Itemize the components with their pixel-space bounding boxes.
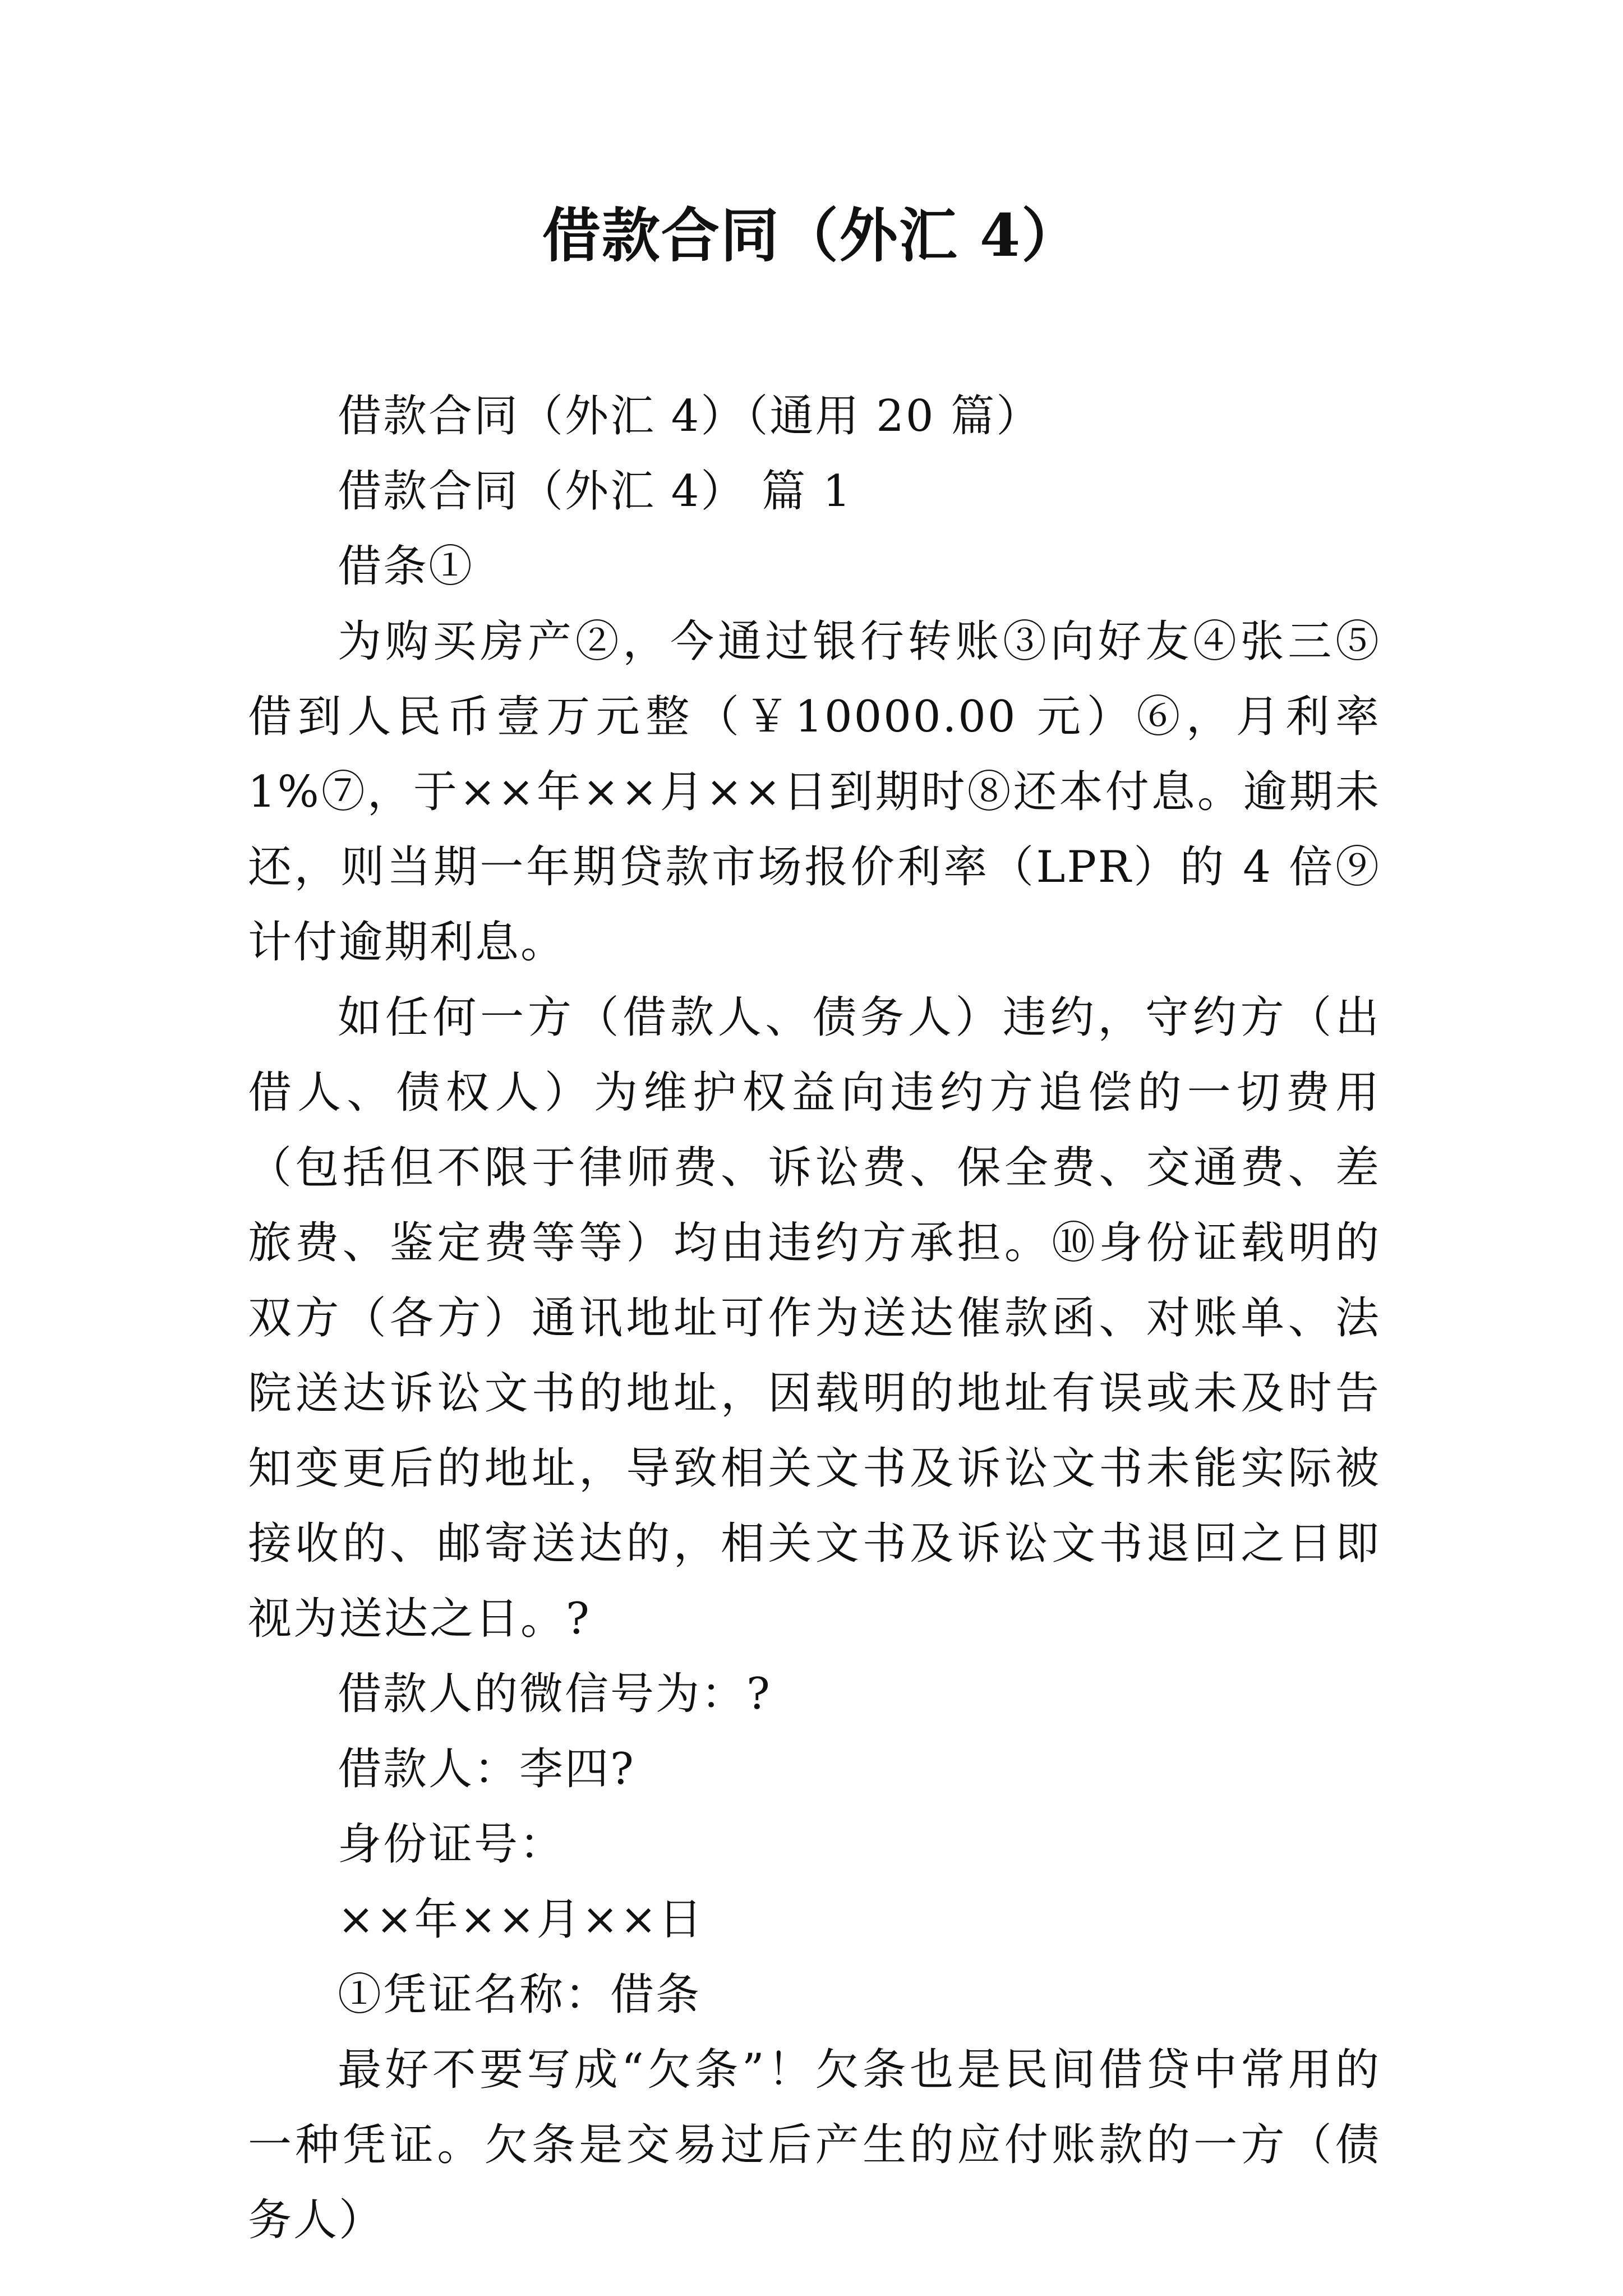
iou-label: 借条①	[338, 541, 474, 592]
id-number-line: 身份证号：	[338, 1819, 565, 1870]
document-body	[248, 379, 1381, 2258]
loan-terms-paragraph: 为购买房产②，今通过银行转账③向好友④张三⑤借到人民币壹万元整（￥10000.00 元）⑥，月利率 1%⑦，于××年××月××日到期时⑧还本付息。逾期未还，则当期一年期贷款市场报价利率（LPR）的 4 倍⑨计付逾期利息。	[248, 616, 1381, 968]
wechat-line: 借款人的微信号为：?	[338, 1669, 772, 1719]
section-heading: 借款合同（外汇 4） 篇 1	[338, 466, 852, 517]
borrower-line: 借款人：李四?	[338, 1744, 635, 1795]
breach-clause-paragraph: 如任何一方（借款人、债务人）违约，守约方（出借人、债权人）为维护权益向违约方追偿的一切费用（包括但不限于律师费、诉讼费、保全费、交通费、差旅费、鉴定费等等）均由违约方承担。⑩身份证载明的双方（各方）通讯地址可作为送达催款函、对账单、法院送达诉讼文书的地址，因载明的地址有误或未及时告知变更后的地址，导致相关文书及诉讼文书未能实际被接收的、邮寄送达的，相关文书及诉讼文书退回之日即视为送达之日。?	[248, 992, 1381, 1644]
note-1-text: 最好不要写成“欠条”！欠条也是民间借贷中常用的一种凭证。欠条是交易过后产生的应付账款的一方（债务人）	[248, 2045, 1381, 2246]
date-line: ××年××月××日	[338, 1894, 704, 1945]
note-1-heading: ①凭证名称：借条	[338, 1970, 702, 2020]
document-title: 借款合同（外汇 4）	[542, 201, 1081, 270]
series-heading: 借款合同（外汇 4）（通用 20 篇）	[338, 391, 1042, 441]
